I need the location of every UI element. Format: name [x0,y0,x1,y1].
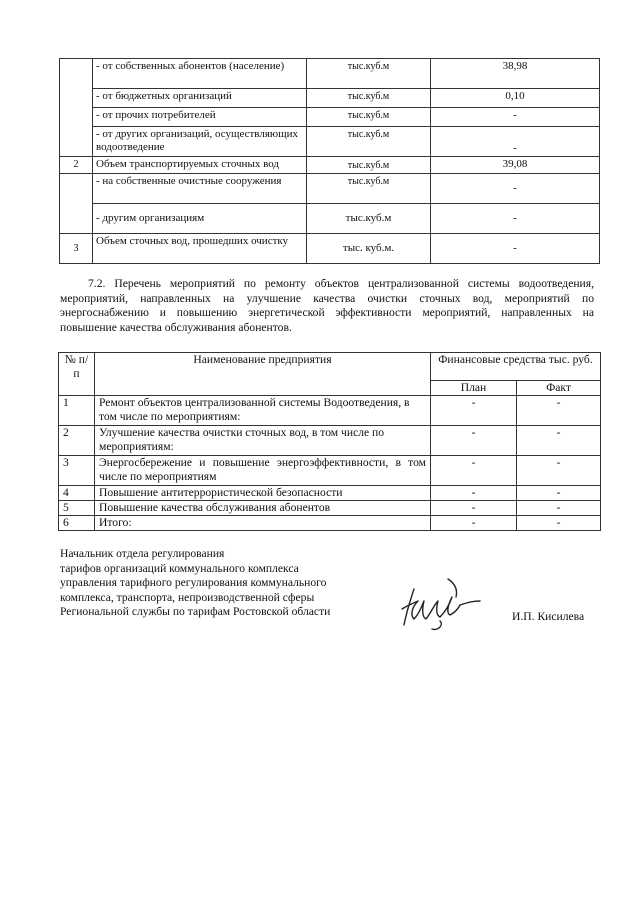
row-value: - [431,174,600,204]
volumes-table [59,58,600,264]
row-unit: тыс.куб.м [307,157,431,174]
row-number: 3 [59,456,95,486]
handwritten-signature [398,575,482,633]
row-plan: - [431,396,517,426]
table-row [60,204,600,234]
row-unit: тыс. куб.м. [307,234,431,264]
row-unit: тыс.куб.м [307,89,431,108]
row-fact: - [517,396,601,426]
signer-position-line: управления тарифного регулирования коммунального [60,576,327,589]
table-row [60,59,600,89]
row-name: Улучшение качества очистки сточных вод, в том числе по мероприятиям: [95,426,431,456]
section-7-2-paragraph: 7.2. Перечень мероприятий по ремонту объектов централизованной системы водоотведения, мероприятий, направленных на улучшение качества очистки сточных вод, мероприятий по энергоснабжению и повышению энергетической эффективности мероприятий, направленных на повышение качества обслуживания абонентов. [60,277,594,334]
table-row [59,456,601,486]
table-row [60,89,600,108]
signature-block [60,547,390,620]
row-name: Итого: [95,516,431,531]
row-number: 1 [59,396,95,426]
row-value: 39,08 [431,157,600,174]
row-fact: - [517,516,601,531]
signer-position-line: комплекса, транспорта, непроизводственной сферы [60,590,315,604]
header-fact: Факт [517,381,601,396]
row-value: - [431,234,600,264]
row-name: - на собственные очистные сооружения [93,174,307,204]
row-number: 3 [60,234,93,264]
header-finance: Финансовые средства тыс. руб. [431,353,601,381]
table-row [59,501,601,516]
signer-position-line: Начальник отдела регулирования [60,547,225,560]
row-name: Ремонт объектов централизованной системы Водоотведения, в том числе по мероприятиям: [95,396,431,426]
signer-name: И.П. Кисилева [512,610,585,623]
row-name: - от собственных абонентов (население) [93,59,307,89]
row-fact: - [517,426,601,456]
table-header-row [59,353,601,381]
row-name: Повышение антитеррористической безопасности [95,486,431,501]
table-row [60,127,600,157]
row-value: - [431,127,600,157]
table-row [59,396,601,426]
table-row [59,486,601,501]
row-plan: - [431,501,517,516]
row-name: Повышение качества обслуживания абонентов [95,501,431,516]
row-fact: - [517,501,601,516]
table-row [59,426,601,456]
row-name: Энергосбережение и повышение энергоэффективности, в том числе по мероприятиям [95,456,431,486]
row-number: 2 [60,157,93,174]
row-number: 4 [59,486,95,501]
header-num: № п/п [59,353,95,396]
row-number: 5 [59,501,95,516]
row-name: - от прочих потребителей [93,108,307,127]
signer-position-line: тарифов организаций коммунального комплекса [60,561,299,575]
row-number [60,174,93,234]
row-fact: - [517,486,601,501]
header-plan: План [431,381,517,396]
row-value: - [431,204,600,234]
row-unit: тыс.куб.м [307,108,431,127]
measures-table [58,352,601,531]
row-plan: - [431,516,517,531]
row-unit: тыс.куб.м [307,204,431,234]
row-fact: - [517,456,601,486]
row-name: - другим организациям [93,204,307,234]
row-name: Объем сточных вод, прошедших очистку [93,234,307,264]
table-row [59,516,601,531]
row-unit: тыс.куб.м [307,174,431,204]
row-value: 38,98 [431,59,600,89]
row-unit: тыс.куб.м [307,127,431,157]
row-number [60,59,93,157]
row-name: - от бюджетных организаций [93,89,307,108]
table-row [60,174,600,204]
row-value: 0,10 [431,89,600,108]
row-number: 6 [59,516,95,531]
table-row [60,108,600,127]
table-row [60,157,600,174]
header-name: Наименование предприятия [95,353,431,396]
row-value: - [431,108,600,127]
row-number: 2 [59,426,95,456]
row-unit: тыс.куб.м [307,59,431,89]
row-name: - от других организаций, осуществляющих водоотведение [93,127,307,157]
row-name: Объем транспортируемых сточных вод [93,157,307,174]
row-plan: - [431,456,517,486]
signer-position-line: Региональной службы по тарифам Ростовской области [60,605,331,618]
row-plan: - [431,486,517,501]
row-plan: - [431,426,517,456]
table-row [60,234,600,264]
